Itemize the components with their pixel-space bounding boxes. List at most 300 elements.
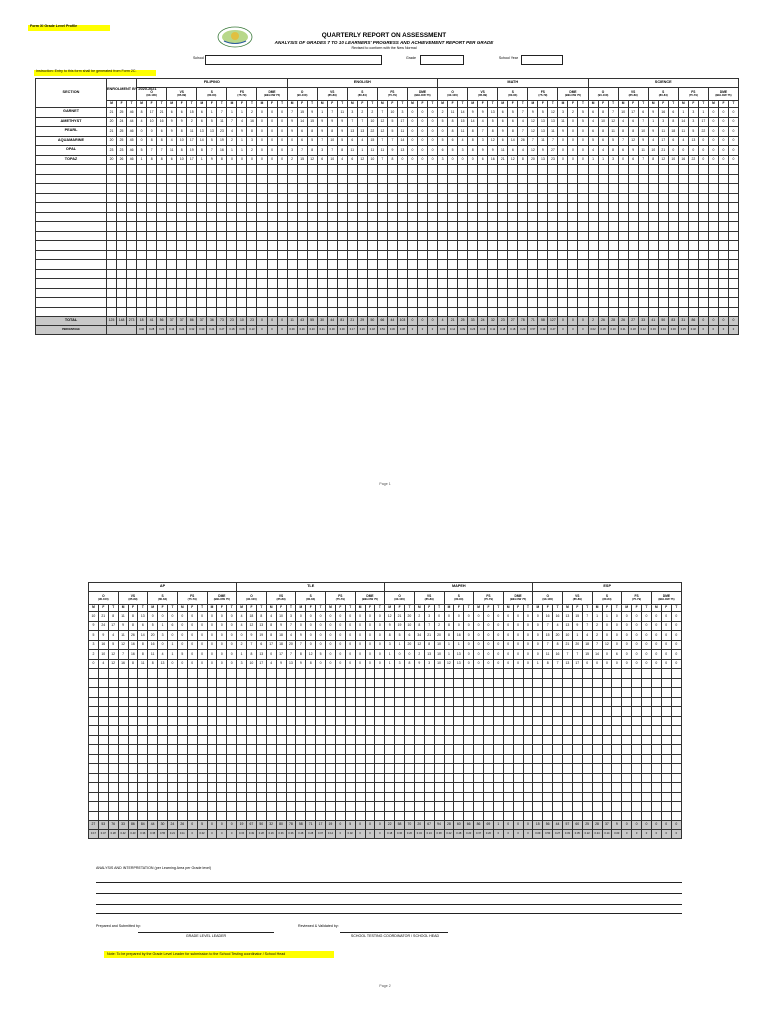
grade-cell[interactable] (493, 726, 503, 736)
grade-cell[interactable] (498, 231, 508, 241)
grade-cell[interactable] (503, 783, 513, 793)
grade-cell[interactable] (632, 773, 642, 783)
grade-cell[interactable] (207, 288, 217, 298)
grade-cell[interactable] (523, 792, 533, 802)
grade-cell[interactable] (405, 802, 415, 812)
grade-cell[interactable]: 6 (668, 136, 678, 146)
grade-cell[interactable] (247, 688, 257, 698)
grade-cell[interactable] (498, 174, 508, 184)
grade-cell[interactable]: 0 (632, 612, 642, 622)
grade-cell[interactable] (417, 241, 427, 251)
grade-cell[interactable] (708, 269, 718, 279)
grade-cell[interactable] (227, 745, 237, 755)
grade-cell[interactable] (307, 279, 317, 289)
grade-cell[interactable] (698, 241, 708, 251)
grade-cell[interactable]: 12 (508, 155, 518, 165)
grade-cell[interactable]: 0 (207, 631, 217, 641)
grade-cell[interactable] (335, 688, 345, 698)
grade-cell[interactable] (297, 250, 307, 260)
grade-cell[interactable] (286, 764, 296, 774)
grade-cell[interactable] (608, 231, 618, 241)
grade-cell[interactable] (651, 764, 661, 774)
grade-cell[interactable] (468, 203, 478, 213)
grade-cell[interactable] (671, 773, 681, 783)
grade-cell[interactable] (448, 288, 458, 298)
grade-cell[interactable]: 0 (661, 612, 671, 622)
grade-cell[interactable]: 11 (367, 146, 377, 156)
grade-cell[interactable] (548, 165, 558, 175)
grade-cell[interactable] (658, 260, 668, 270)
grade-cell[interactable]: 0 (503, 612, 513, 622)
grade-cell[interactable]: 4 (588, 146, 598, 156)
grade-cell[interactable] (387, 269, 397, 279)
grade-cell[interactable] (678, 222, 688, 232)
grade-cell[interactable] (628, 231, 638, 241)
grade-cell[interactable] (266, 754, 276, 764)
grade-cell[interactable] (407, 174, 417, 184)
grade-cell[interactable] (448, 212, 458, 222)
grade-cell[interactable]: 0 (458, 155, 468, 165)
grade-cell[interactable] (177, 754, 187, 764)
grade-cell[interactable] (444, 735, 454, 745)
enrolment-cell[interactable] (117, 288, 127, 298)
grade-cell[interactable] (177, 260, 187, 270)
enrolment-cell[interactable] (117, 298, 127, 308)
grade-cell[interactable] (405, 707, 415, 717)
grade-cell[interactable] (147, 212, 157, 222)
grade-cell[interactable] (168, 783, 178, 793)
grade-cell[interactable] (628, 212, 638, 222)
grade-cell[interactable] (698, 298, 708, 308)
grade-cell[interactable] (661, 678, 671, 688)
grade-cell[interactable]: 0 (513, 621, 523, 631)
grade-cell[interactable] (357, 174, 367, 184)
grade-cell[interactable] (648, 165, 658, 175)
grade-cell[interactable] (286, 783, 296, 793)
grade-cell[interactable] (642, 802, 652, 812)
grade-cell[interactable] (177, 773, 187, 783)
grade-cell[interactable]: 12 (306, 650, 316, 660)
grade-cell[interactable] (267, 279, 277, 289)
grade-cell[interactable] (217, 688, 227, 698)
grade-cell[interactable] (424, 678, 434, 688)
grade-cell[interactable] (434, 783, 444, 793)
grade-cell[interactable] (247, 222, 257, 232)
grade-cell[interactable] (227, 773, 237, 783)
grade-cell[interactable]: 6 (448, 136, 458, 146)
grade-cell[interactable] (468, 260, 478, 270)
grade-cell[interactable] (247, 792, 257, 802)
grade-cell[interactable] (118, 745, 128, 755)
grade-cell[interactable] (638, 184, 648, 194)
grade-cell[interactable] (438, 165, 448, 175)
grade-cell[interactable] (187, 260, 197, 270)
grade-cell[interactable] (718, 203, 728, 213)
grade-cell[interactable] (592, 792, 602, 802)
grade-cell[interactable] (395, 678, 405, 688)
grade-cell[interactable]: 7 (543, 621, 553, 631)
grade-cell[interactable] (98, 697, 108, 707)
grade-cell[interactable] (317, 269, 327, 279)
grade-cell[interactable] (434, 707, 444, 717)
enrolment-cell[interactable] (127, 212, 137, 222)
grade-cell[interactable] (493, 811, 503, 821)
grade-cell[interactable] (458, 298, 468, 308)
grade-cell[interactable] (642, 688, 652, 698)
grade-cell[interactable]: 0 (277, 108, 287, 118)
grade-cell[interactable] (297, 298, 307, 308)
grade-cell[interactable] (678, 231, 688, 241)
grade-cell[interactable] (326, 688, 336, 698)
grade-cell[interactable] (247, 250, 257, 260)
grade-cell[interactable] (458, 222, 468, 232)
grade-cell[interactable]: 0 (708, 136, 718, 146)
grade-cell[interactable] (317, 241, 327, 251)
grade-cell[interactable] (628, 184, 638, 194)
grade-cell[interactable] (407, 307, 417, 317)
grade-cell[interactable] (448, 269, 458, 279)
grade-cell[interactable]: 0 (217, 640, 227, 650)
grade-cell[interactable]: 1 (598, 155, 608, 165)
grade-cell[interactable] (488, 184, 498, 194)
grade-cell[interactable]: 0 (257, 136, 267, 146)
grade-cell[interactable] (424, 707, 434, 717)
grade-cell[interactable]: 5 (89, 631, 99, 641)
grade-cell[interactable]: 0 (592, 659, 602, 669)
grade-cell[interactable] (484, 792, 494, 802)
grade-cell[interactable] (444, 754, 454, 764)
grade-cell[interactable] (612, 764, 622, 774)
grade-cell[interactable]: 6 (168, 621, 178, 631)
grade-cell[interactable]: 4 (137, 117, 147, 127)
grade-cell[interactable] (365, 678, 375, 688)
grade-cell[interactable]: 6 (347, 155, 357, 165)
grade-cell[interactable] (187, 288, 197, 298)
grade-cell[interactable] (197, 811, 207, 821)
grade-cell[interactable] (297, 279, 307, 289)
grade-cell[interactable] (385, 697, 395, 707)
grade-cell[interactable] (217, 678, 227, 688)
grade-cell[interactable] (187, 231, 197, 241)
grade-cell[interactable]: 0 (708, 155, 718, 165)
grade-cell[interactable]: 0 (622, 631, 632, 641)
grade-cell[interactable] (385, 726, 395, 736)
grade-cell[interactable] (444, 792, 454, 802)
grade-cell[interactable] (498, 184, 508, 194)
grade-cell[interactable]: 0 (612, 631, 622, 641)
grade-cell[interactable]: 8 (448, 117, 458, 127)
grade-cell[interactable] (588, 269, 598, 279)
grade-cell[interactable]: 0 (523, 659, 533, 669)
grade-cell[interactable]: 21 (424, 631, 434, 641)
grade-cell[interactable] (187, 678, 197, 688)
grade-cell[interactable]: 1 (444, 650, 454, 660)
grade-cell[interactable] (377, 241, 387, 251)
grade-cell[interactable] (397, 184, 407, 194)
grade-cell[interactable]: 9 (488, 146, 498, 156)
grade-cell[interactable] (227, 307, 237, 317)
grade-cell[interactable] (618, 174, 628, 184)
enrolment-cell[interactable] (127, 165, 137, 175)
grade-cell[interactable] (277, 231, 287, 241)
grade-cell[interactable]: 15 (297, 108, 307, 118)
grade-cell[interactable]: 9 (177, 117, 187, 127)
grade-cell[interactable] (698, 250, 708, 260)
grade-cell[interactable]: 7 (377, 108, 387, 118)
grade-cell[interactable]: 7 (327, 108, 337, 118)
grade-cell[interactable] (533, 754, 543, 764)
grade-cell[interactable] (558, 231, 568, 241)
grade-cell[interactable] (563, 678, 573, 688)
grade-cell[interactable] (632, 716, 642, 726)
grade-cell[interactable] (688, 241, 698, 251)
grade-cell[interactable] (543, 678, 553, 688)
grade-cell[interactable]: 6 (612, 650, 622, 660)
grade-cell[interactable] (167, 222, 177, 232)
grade-cell[interactable] (434, 726, 444, 736)
grade-cell[interactable]: 0 (365, 631, 375, 641)
grade-cell[interactable] (671, 764, 681, 774)
grade-cell[interactable] (317, 193, 327, 203)
grade-cell[interactable] (474, 802, 484, 812)
grade-cell[interactable] (187, 174, 197, 184)
grade-cell[interactable] (257, 203, 267, 213)
grade-cell[interactable] (608, 269, 618, 279)
grade-cell[interactable] (602, 792, 612, 802)
grade-cell[interactable]: 11 (167, 146, 177, 156)
grade-cell[interactable] (661, 764, 671, 774)
grade-cell[interactable]: 0 (207, 650, 217, 660)
section-name[interactable] (36, 241, 107, 251)
grade-cell[interactable] (464, 764, 474, 774)
grade-cell[interactable] (266, 792, 276, 802)
grade-cell[interactable] (582, 669, 592, 679)
grade-cell[interactable] (548, 298, 558, 308)
grade-cell[interactable] (276, 716, 286, 726)
grade-cell[interactable]: 1 (197, 155, 207, 165)
grade-cell[interactable] (98, 669, 108, 679)
grade-cell[interactable] (464, 802, 474, 812)
grade-cell[interactable] (448, 174, 458, 184)
grade-cell[interactable] (287, 260, 297, 270)
grade-cell[interactable] (424, 811, 434, 821)
grade-cell[interactable] (276, 811, 286, 821)
grade-cell[interactable] (538, 184, 548, 194)
grade-cell[interactable] (417, 288, 427, 298)
grade-cell[interactable] (533, 792, 543, 802)
grade-cell[interactable] (508, 165, 518, 175)
grade-cell[interactable]: 0 (612, 612, 622, 622)
grade-cell[interactable] (217, 193, 227, 203)
grade-cell[interactable] (588, 288, 598, 298)
grade-cell[interactable] (405, 726, 415, 736)
grade-cell[interactable]: 8 (307, 127, 317, 137)
grade-cell[interactable]: 8 (217, 155, 227, 165)
grade-cell[interactable] (227, 279, 237, 289)
grade-cell[interactable] (493, 802, 503, 812)
grade-cell[interactable]: 0 (237, 155, 247, 165)
grade-cell[interactable] (387, 307, 397, 317)
grade-cell[interactable]: 6 (347, 136, 357, 146)
grade-cell[interactable] (518, 184, 528, 194)
grade-cell[interactable] (688, 212, 698, 222)
grade-cell[interactable] (618, 307, 628, 317)
grade-cell[interactable] (138, 688, 148, 698)
section-name[interactable]: OPAL (36, 146, 107, 156)
grade-cell[interactable] (257, 269, 267, 279)
enrolment-cell[interactable] (107, 260, 117, 270)
grade-cell[interactable] (277, 279, 287, 289)
grade-cell[interactable]: 5 (578, 117, 588, 127)
grade-cell[interactable] (558, 241, 568, 251)
grade-cell[interactable]: 18 (582, 640, 592, 650)
grade-cell[interactable] (658, 241, 668, 251)
grade-cell[interactable] (167, 165, 177, 175)
grade-cell[interactable] (286, 678, 296, 688)
grade-cell[interactable] (355, 773, 365, 783)
grade-cell[interactable] (326, 811, 336, 821)
grade-cell[interactable] (405, 716, 415, 726)
enrolment-cell[interactable] (107, 279, 117, 289)
grade-cell[interactable] (678, 203, 688, 213)
grade-cell[interactable]: 0 (661, 631, 671, 641)
grade-cell[interactable]: 1 (385, 650, 395, 660)
grade-cell[interactable] (335, 792, 345, 802)
grade-cell[interactable] (98, 764, 108, 774)
grade-cell[interactable]: 8 (256, 612, 266, 622)
grade-cell[interactable] (444, 802, 454, 812)
grade-cell[interactable]: 2 (414, 650, 424, 660)
grade-cell[interactable]: 0 (448, 155, 458, 165)
grade-cell[interactable]: 11 (543, 650, 553, 660)
grade-cell[interactable] (568, 184, 578, 194)
grade-cell[interactable] (158, 669, 168, 679)
grade-cell[interactable] (608, 250, 618, 260)
grade-cell[interactable] (642, 811, 652, 821)
grade-cell[interactable]: 0 (474, 621, 484, 631)
grade-cell[interactable] (375, 811, 385, 821)
grade-cell[interactable] (335, 669, 345, 679)
grade-cell[interactable] (417, 298, 427, 308)
grade-cell[interactable] (503, 811, 513, 821)
grade-cell[interactable] (582, 764, 592, 774)
grade-cell[interactable] (337, 269, 347, 279)
grade-cell[interactable] (434, 802, 444, 812)
grade-cell[interactable] (548, 269, 558, 279)
grade-cell[interactable]: 10 (367, 117, 377, 127)
enrolment-cell[interactable] (127, 250, 137, 260)
grade-cell[interactable] (424, 764, 434, 774)
grade-cell[interactable] (458, 307, 468, 317)
grade-cell[interactable]: 0 (474, 631, 484, 641)
grade-cell[interactable]: 8 (553, 640, 563, 650)
grade-cell[interactable] (158, 707, 168, 717)
grade-cell[interactable] (297, 165, 307, 175)
grade-cell[interactable] (227, 754, 237, 764)
grade-cell[interactable] (247, 279, 257, 289)
grade-cell[interactable] (688, 231, 698, 241)
grade-cell[interactable] (508, 222, 518, 232)
grade-cell[interactable] (448, 250, 458, 260)
grade-cell[interactable]: 0 (661, 621, 671, 631)
grade-cell[interactable]: 14 (397, 136, 407, 146)
grade-cell[interactable] (247, 212, 257, 222)
grade-cell[interactable] (217, 764, 227, 774)
grade-cell[interactable] (543, 735, 553, 745)
grade-cell[interactable]: 0 (568, 146, 578, 156)
grade-cell[interactable] (237, 669, 247, 679)
grade-cell[interactable] (608, 222, 618, 232)
grade-cell[interactable]: 7 (286, 621, 296, 631)
grade-cell[interactable] (306, 764, 316, 774)
grade-cell[interactable] (327, 307, 337, 317)
grade-cell[interactable]: 1 (168, 640, 178, 650)
grade-cell[interactable] (698, 174, 708, 184)
grade-cell[interactable] (247, 811, 257, 821)
grade-cell[interactable] (513, 678, 523, 688)
grade-cell[interactable] (592, 735, 602, 745)
grade-cell[interactable] (612, 783, 622, 793)
grade-cell[interactable] (287, 184, 297, 194)
grade-cell[interactable]: 8 (598, 108, 608, 118)
grade-cell[interactable] (387, 250, 397, 260)
grade-cell[interactable] (267, 184, 277, 194)
grade-cell[interactable]: 0 (217, 650, 227, 660)
grade-cell[interactable]: 13 (548, 117, 558, 127)
grade-cell[interactable] (395, 792, 405, 802)
grade-cell[interactable] (424, 735, 434, 745)
grade-cell[interactable] (397, 241, 407, 251)
grade-cell[interactable]: 0 (558, 155, 568, 165)
grade-cell[interactable]: 0 (438, 127, 448, 137)
grade-cell[interactable] (187, 165, 197, 175)
grade-cell[interactable] (528, 165, 538, 175)
section-name[interactable] (36, 269, 107, 279)
grade-cell[interactable] (622, 792, 632, 802)
grade-cell[interactable] (277, 241, 287, 251)
grade-cell[interactable]: 1 (317, 108, 327, 118)
grade-cell[interactable]: 7 (478, 127, 488, 137)
grade-cell[interactable]: 0 (168, 612, 178, 622)
grade-cell[interactable] (622, 735, 632, 745)
grade-cell[interactable] (728, 241, 738, 251)
grade-cell[interactable]: 0 (296, 621, 306, 631)
grade-cell[interactable] (316, 783, 326, 793)
section-name[interactable] (36, 212, 107, 222)
grade-cell[interactable] (317, 203, 327, 213)
grade-cell[interactable] (688, 203, 698, 213)
grade-cell[interactable]: 2 (568, 108, 578, 118)
grade-cell[interactable]: 1 (572, 631, 582, 641)
grade-cell[interactable] (256, 792, 266, 802)
grade-cell[interactable] (405, 764, 415, 774)
grade-cell[interactable] (484, 707, 494, 717)
grade-cell[interactable]: 0 (568, 127, 578, 137)
grade-cell[interactable] (671, 697, 681, 707)
grade-cell[interactable]: 0 (407, 136, 417, 146)
grade-cell[interactable] (148, 707, 158, 717)
grade-cell[interactable] (385, 783, 395, 793)
grade-cell[interactable]: 0 (612, 659, 622, 669)
grade-cell[interactable]: 0 (158, 612, 168, 622)
grade-cell[interactable]: 0 (217, 631, 227, 641)
grade-cell[interactable] (588, 250, 598, 260)
grade-cell[interactable] (367, 222, 377, 232)
grade-cell[interactable] (578, 307, 588, 317)
grade-cell[interactable]: 7 (638, 155, 648, 165)
grade-cell[interactable] (276, 697, 286, 707)
grade-cell[interactable]: 0 (177, 621, 187, 631)
